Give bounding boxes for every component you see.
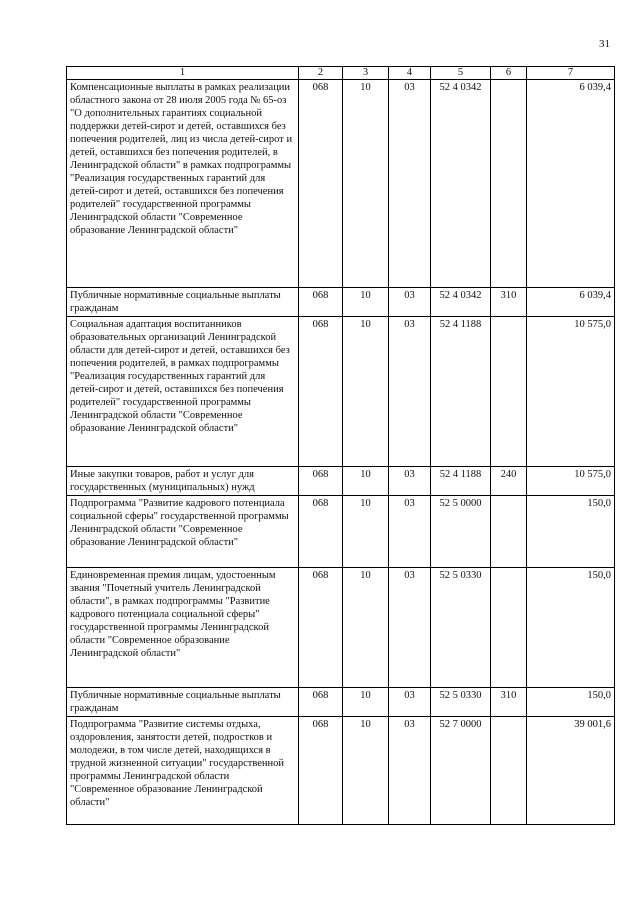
row-section: 10 <box>343 688 389 717</box>
header-cell-type: 6 <box>491 67 527 80</box>
row-section: 10 <box>343 288 389 317</box>
row-code: 52 4 1188 <box>431 317 491 467</box>
budget-table <box>66 66 615 825</box>
row-sum: 10 575,0 <box>527 467 615 496</box>
row-name: Компенсационные выплаты в рамках реализации областного закона от 28 июля 2005 года № 65-оз "О дополнительных гарантиях социальной поддержки детей-сирот и детей, оставшихся без попечения родителей, лиц из числа детей-сирот и детей, оставшихся без попечения родителей, в Ленинградской области" в рамках подпрограммы "Реализация государственных гарантий для детей-сирот и детей, оставшихся без попечения родителей" государственной программы Ленинградской области "Современное образование Ленинградской области" <box>67 80 299 288</box>
row-subsection: 03 <box>389 317 431 467</box>
row-section: 10 <box>343 717 389 825</box>
header-cell-subsection: 4 <box>389 67 431 80</box>
row-section: 10 <box>343 568 389 688</box>
table-row <box>67 568 615 688</box>
header-cell-code: 5 <box>431 67 491 80</box>
row-type <box>491 568 527 688</box>
row-sum: 150,0 <box>527 688 615 717</box>
header-cell-section: 3 <box>343 67 389 80</box>
row-sum: 10 575,0 <box>527 317 615 467</box>
row-code: 52 5 0330 <box>431 568 491 688</box>
table-row <box>67 717 615 825</box>
row-sum: 6 039,4 <box>527 80 615 288</box>
row-type <box>491 317 527 467</box>
table-row <box>67 288 615 317</box>
row-subsection: 03 <box>389 496 431 568</box>
row-type: 310 <box>491 288 527 317</box>
row-ministry: 068 <box>299 568 343 688</box>
row-subsection: 03 <box>389 467 431 496</box>
row-code: 52 4 0342 <box>431 80 491 288</box>
row-name: Единовременная премия лицам, удостоенным звания "Почетный учитель Ленинградской области", в рамках подпрограммы "Развитие кадрового потенциала социальной сферы" государственной программы Ленинградской области "Современное образование Ленинградской области" <box>67 568 299 688</box>
row-sum: 150,0 <box>527 568 615 688</box>
table-row <box>67 496 615 568</box>
table-row <box>67 80 615 288</box>
row-ministry: 068 <box>299 496 343 568</box>
row-ministry: 068 <box>299 288 343 317</box>
header-row <box>67 67 615 80</box>
row-type: 240 <box>491 467 527 496</box>
row-type <box>491 80 527 288</box>
row-section: 10 <box>343 496 389 568</box>
row-subsection: 03 <box>389 80 431 288</box>
table-row <box>67 467 615 496</box>
row-type <box>491 717 527 825</box>
row-type <box>491 496 527 568</box>
row-code: 52 7 0000 <box>431 717 491 825</box>
row-code: 52 5 0000 <box>431 496 491 568</box>
row-ministry: 068 <box>299 80 343 288</box>
row-subsection: 03 <box>389 288 431 317</box>
row-name: Иные закупки товаров, работ и услуг для государственных (муниципальных) нужд <box>67 467 299 496</box>
row-ministry: 068 <box>299 317 343 467</box>
row-sum: 39 001,6 <box>527 717 615 825</box>
row-subsection: 03 <box>389 568 431 688</box>
row-ministry: 068 <box>299 717 343 825</box>
page-number: 31 <box>599 38 610 50</box>
header-cell-ministry: 2 <box>299 67 343 80</box>
row-ministry: 068 <box>299 688 343 717</box>
row-code: 52 4 0342 <box>431 288 491 317</box>
row-subsection: 03 <box>389 688 431 717</box>
header-cell-name: 1 <box>67 67 299 80</box>
row-code: 52 4 1188 <box>431 467 491 496</box>
row-ministry: 068 <box>299 467 343 496</box>
table-row <box>67 317 615 467</box>
row-name: Социальная адаптация воспитанников образовательных организаций Ленинградской области для детей-сирот и детей, оставшихся без попечения родителей, в рамках подпрограммы "Реализация государственных гарантий для детей-сирот и детей, оставшихся без попечения родителей" государственной программы Ленинградской области "Современное образование Ленинградской области" <box>67 317 299 467</box>
row-sum: 6 039,4 <box>527 288 615 317</box>
row-sum: 150,0 <box>527 496 615 568</box>
header-cell-sum: 7 <box>527 67 615 80</box>
row-code: 52 5 0330 <box>431 688 491 717</box>
row-section: 10 <box>343 80 389 288</box>
row-name: Публичные нормативные социальные выплаты гражданам <box>67 688 299 717</box>
row-name: Подпрограмма "Развитие кадрового потенциала социальной сферы" государственной программы Ленинградской области "Современное образование Ленинградской области" <box>67 496 299 568</box>
row-name: Публичные нормативные социальные выплаты гражданам <box>67 288 299 317</box>
row-subsection: 03 <box>389 717 431 825</box>
row-section: 10 <box>343 467 389 496</box>
row-section: 10 <box>343 317 389 467</box>
table-row <box>67 688 615 717</box>
row-name: Подпрограмма "Развитие системы отдыха, оздоровления, занятости детей, подростков и молодежи, в том числе детей, находящихся в трудной жизненной ситуации" государственной программы Ленинградской области "Современное образование Ленинградской области" <box>67 717 299 825</box>
row-type: 310 <box>491 688 527 717</box>
